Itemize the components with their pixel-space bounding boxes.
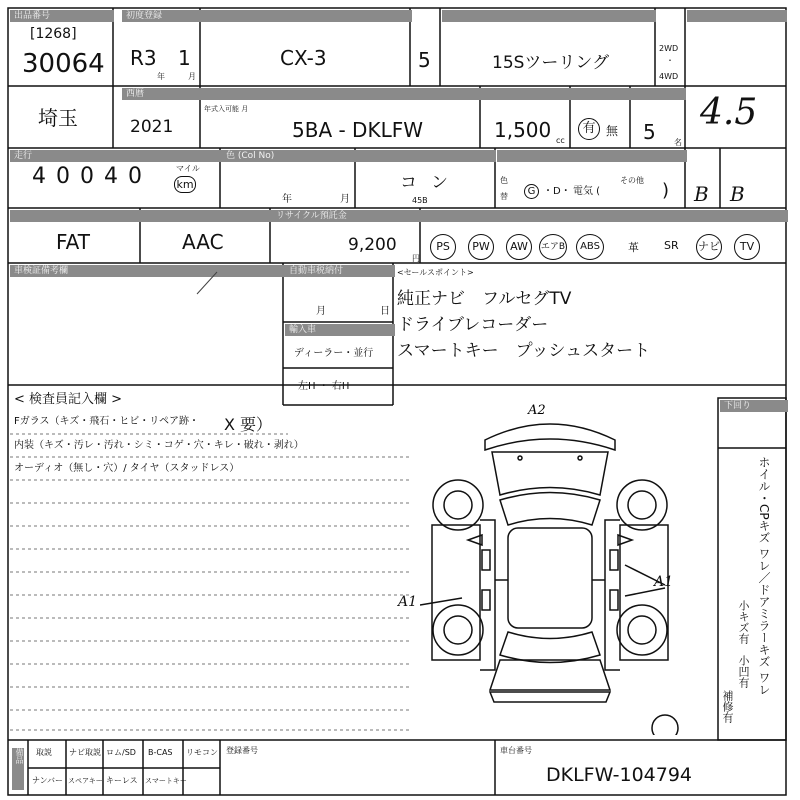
shift-type: FAT	[56, 230, 91, 254]
drive-sep: ・	[666, 56, 674, 65]
acc-navi-manual: ナビ取説	[69, 748, 101, 757]
acc-spare-key: スペアキー	[68, 777, 103, 785]
model-code: 5BA - DKLFW	[292, 118, 423, 142]
bracket-number: [1268]	[30, 26, 77, 42]
equip-navi: ナビ	[696, 234, 722, 260]
recycle-fee: 9,200	[348, 235, 397, 255]
chassis-number: DKLFW-104794	[546, 764, 693, 786]
aircon-no: 無	[606, 124, 619, 138]
import-header: 輸入車	[285, 324, 395, 336]
equip-aw: AW	[506, 234, 532, 260]
car-diagram	[420, 400, 720, 735]
equip-pw: PW	[468, 234, 494, 260]
western-header: 西暦	[122, 88, 202, 100]
equip-tv: TV	[734, 234, 760, 260]
model-header	[200, 10, 412, 22]
history-header: 車検証備考欄	[10, 265, 285, 277]
grade-name: 15Sツーリング	[492, 53, 610, 73]
door-count: 5	[418, 48, 431, 72]
equip-sunroof: SR	[664, 239, 679, 252]
inspector-glass-mark: X 要）	[224, 415, 273, 434]
acc-manual: 取説	[36, 748, 52, 757]
recycle-header: リサイクル預託金	[272, 210, 422, 222]
seat-count: 5	[643, 120, 656, 144]
inspector-glass: Fガラス（キズ・飛石・ヒビ・リペア跡・	[14, 416, 200, 427]
acc-plate: ナンバー	[32, 776, 64, 785]
overall-score: 4.5	[700, 92, 758, 133]
interior-grade: B	[694, 182, 709, 206]
acc-rom-sd: ロム/SD	[106, 748, 136, 757]
region: 埼玉	[38, 106, 78, 130]
chassis-header: 車台番号	[500, 746, 532, 755]
fuel-g: G	[524, 184, 539, 199]
seat-unit: 名	[674, 138, 682, 147]
sales-point-line-1: 純正ナビ フルセグTV	[397, 289, 572, 309]
equip-abs: ABS	[576, 234, 604, 260]
model-code-header	[202, 88, 686, 100]
color-name: コン	[400, 173, 462, 193]
inspector-dash-lines	[10, 430, 420, 735]
tax-day: 日	[380, 306, 390, 317]
acc-remote: リモコン	[186, 748, 218, 757]
mark-a1-right: A1	[654, 574, 674, 590]
mileage-unit-mile: マイル	[176, 164, 200, 173]
diagram-header: 下回り	[720, 400, 788, 412]
lot-header: 出品番号	[10, 10, 114, 22]
mileage-value: 40040	[32, 164, 152, 189]
sales-point-title: <セールスポイント>	[397, 268, 474, 277]
mark-a2-front: A2	[528, 403, 546, 418]
inspect-year-unit: 年	[282, 194, 292, 205]
model-name: CX-3	[280, 46, 327, 70]
shift-header	[10, 210, 272, 222]
fuel-header	[497, 150, 687, 162]
reg-month: 1	[178, 46, 191, 70]
equip-leather: 革	[628, 241, 639, 254]
month-unit: 月	[188, 72, 196, 81]
acc-smart-key: スマートキー	[145, 777, 187, 785]
sales-point-line-2: ドライブレコーダー	[397, 315, 549, 335]
tax-header: 自動車税納付	[285, 265, 395, 277]
fuel-other: その他	[620, 176, 644, 185]
sales-point-line-3: スマートキー プッシュスタート	[397, 341, 651, 361]
western-year: 2021	[130, 117, 174, 137]
inspect-header: 色 (Col No)	[222, 150, 496, 162]
acc-bcas: B-CAS	[148, 748, 173, 757]
equipment-row	[428, 234, 784, 262]
drive-2wd: 2WD	[659, 44, 679, 53]
inspector-interior: 内装（キズ・汚レ・汚れ・シミ・コゲ・穴・キレ・破れ・剥れ）	[14, 440, 304, 451]
mark-a1-left: A1	[398, 594, 418, 610]
inspector-title: < 検査員記入欄 >	[14, 392, 123, 407]
first-reg-header: 初度登録	[122, 10, 202, 22]
history-scribble	[195, 268, 225, 298]
lot-number: 30064	[22, 49, 105, 79]
mileage-header: 走行	[10, 150, 222, 162]
fuel-paren-close: )	[662, 180, 670, 201]
tax-month: 月	[316, 306, 326, 317]
dealer-parallel: ディーラー・並行	[294, 348, 374, 359]
western-note: 年式入可能 月	[204, 105, 249, 113]
inspect-month-unit: 月	[340, 194, 350, 205]
era-year: R3	[130, 46, 157, 70]
mileage-unit-km: km	[174, 176, 196, 193]
reg-number-header: 登録番号	[226, 746, 258, 755]
accessory-side-label: 備品	[12, 748, 24, 790]
equip-airbag: エアB	[539, 234, 567, 260]
equipment-header	[422, 210, 788, 222]
aircon-type: AAC	[182, 230, 224, 254]
right-note-3: 補修有	[721, 690, 734, 723]
right-note-1: ホイル・CPキズ ワレ／ドアミラーキズ ワレ	[757, 456, 771, 696]
aircon-yes: 有	[578, 118, 600, 140]
color-code: 45B	[412, 196, 428, 205]
color-change-b: 替	[500, 192, 508, 201]
displacement: 1,500	[494, 118, 552, 142]
color-change-a: 色	[500, 176, 508, 185]
equip-ps: PS	[430, 234, 456, 260]
exterior-grade: B	[730, 182, 745, 206]
right-note-2: 小キズ有 小凹有	[737, 600, 750, 688]
drive-4wd: 4WD	[659, 72, 679, 81]
cc-unit: cc	[556, 136, 565, 145]
score-header	[687, 10, 787, 22]
inspector-audio: オーディオ（無し・穴）/ タイヤ（スタッドレス）	[14, 463, 240, 474]
grade-header	[442, 10, 656, 22]
recycle-unit: 円	[412, 254, 420, 263]
fuel-electric: 電気 (	[573, 186, 601, 197]
fuel-d: ・D・	[543, 186, 571, 197]
year-unit: 年	[157, 72, 165, 81]
acc-keyless: キーレス	[106, 776, 138, 785]
steering-side: 左H ・ 右H	[298, 381, 350, 392]
